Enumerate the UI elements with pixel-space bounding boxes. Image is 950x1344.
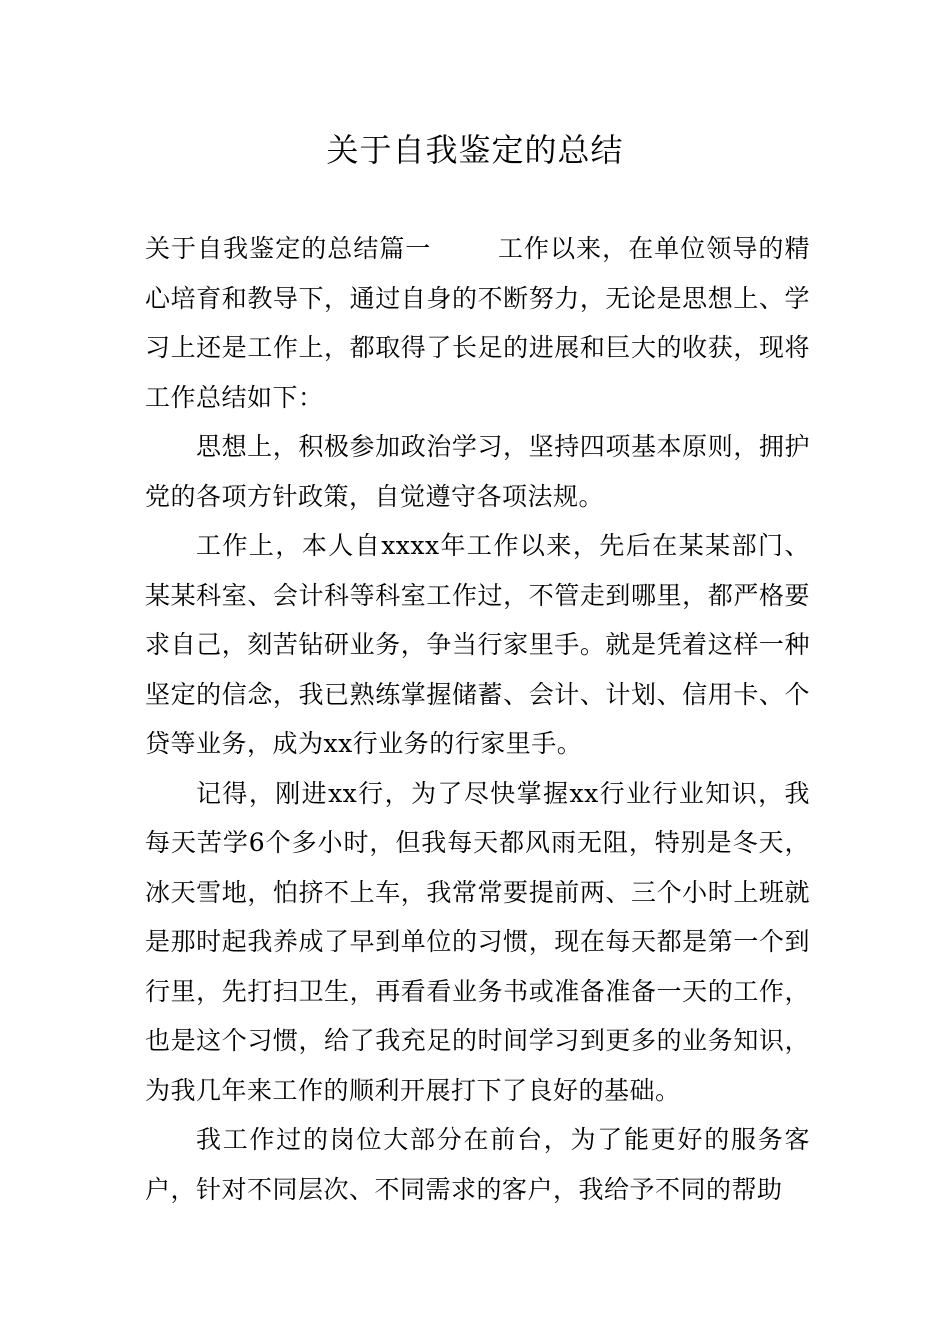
paragraph-text: 工作以来，在单位领导的精心培育和教导下，通过自身的不断努力，无论是思想上、学习上还是工作上，都取得了长足的进展和巨大的收获，现将工作总结如下： [145, 234, 810, 412]
intro-paragraph [145, 224, 810, 422]
paragraph: 思想上，积极参加政治学习，坚持四项基本原则，拥护党的各项方针政策，自觉遵守各项法规。 [145, 432, 810, 511]
paragraph: 我工作过的岗位大部分在前台，为了能更好的服务客户，针对不同层次、不同需求的客户，我给予不同的帮助 [145, 1125, 810, 1204]
document-body [145, 224, 810, 1214]
paragraph: 记得，刚进xx行，为了尽快掌握xx行业行业知识，我每天苦学6个多小时，但我每天都风雨无阻，特别是冬天，冰天雪地，怕挤不上车，我常常要提前两、三个小时上班就是那时起我养成了早到单位的习惯，现在每天都是第一个到行里，先打扫卫生，再看看业务书或准备准备一天的工作，也是这个习惯，给了我充足的时间学习到更多的业务知识，为我几年来工作的顺利开展打下了良好的基础。 [145, 778, 810, 1105]
section-label: 关于自我鉴定的总结篇一 [145, 234, 432, 263]
document-title: 关于自我鉴定的总结 [326, 131, 624, 169]
paragraph: 工作上，本人自xxxx年工作以来，先后在某某部门、某某科室、会计科等科室工作过，不管走到哪里，都严格要求自己，刻苦钻研业务，争当行家里手。就是凭着这样一种坚定的信念，我已熟练掌握储蓄、会计、计划、信用卡、个贷等业务，成为xx行业务的行家里手。 [145, 531, 810, 758]
